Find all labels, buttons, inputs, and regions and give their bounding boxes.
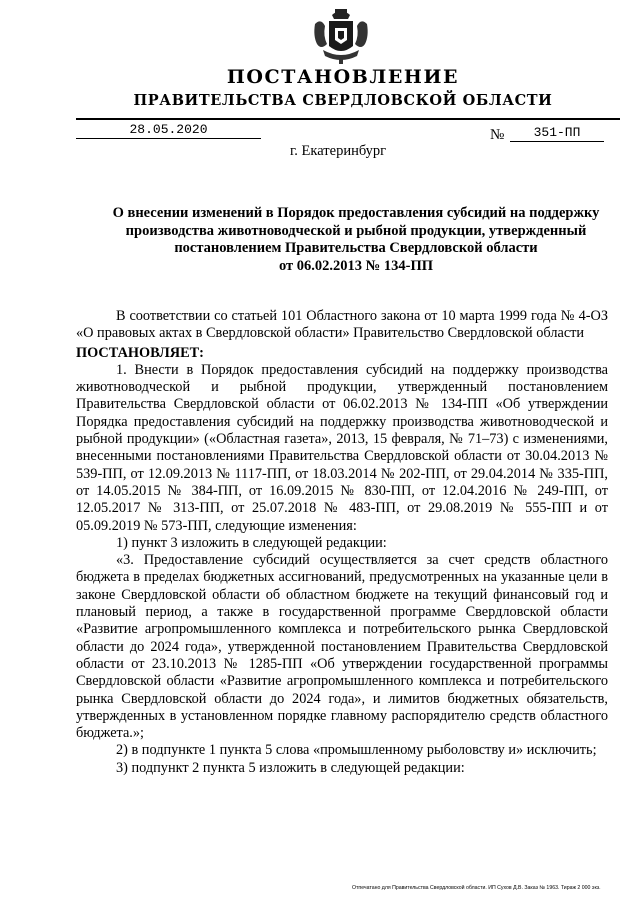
document-date: 28.05.2020 (76, 122, 261, 139)
document-body (76, 308, 608, 777)
heading-line: О внесении изменений в Порядок предоставления субсидий на поддержку (112, 205, 600, 221)
resolves-heading: ПОСТАНОВЛЯЕТ: (76, 344, 204, 361)
heading-line: постановлением Правительства Свердловской области (174, 240, 538, 256)
issuing-authority: ПРАВИТЕЛЬСТВА СВЕРДЛОВСКОЙ ОБЛАСТИ (133, 92, 553, 109)
issue-city: г. Екатеринбург (290, 143, 387, 159)
subclause-3-paragraph: 3) подпункт 2 пункта 5 изложить в следующей редакции: (116, 759, 465, 776)
subclause-1-paragraph: 1) пункт 3 изложить в следующей редакции: (116, 534, 387, 551)
printer-imprint: Отпечатано для Правительства Свердловской области. ИП Сухов Д.В. Заказ № 1963. Тираж 2 000 экз. (352, 885, 601, 891)
quoted-clause-3-paragraph: «3. Предоставление субсидий осуществляется за счет средств областного бюджета в пределах бюджетных ассигнований, предусмотренных на указанные цели в законе Свердловской области об областном бюджете на текущий финансовый год и плановый период, а также в государственной программе Свердловской области «Развитие агропромышленного комплекса и потребительского рынка Свердловской области до 2024 года», утвержденной постановлением Правительства Свердловской области от 23.10.2013 № 1285-ПП «Об утверждении государственной программы Свердловской области «Развитие агропромышленного комплекса и потребительского рынка Свердловской области до 2024 года», и лимитов бюджетных обязательств, утвержденных в установленном порядке главному распорядителю средств областного бюджета.»; (76, 552, 608, 742)
subclause-2-paragraph: 2) в подпункте 1 пункта 5 слова «промышленному рыболовству и» исключить; (116, 742, 597, 759)
heading-line: от 06.02.2013 № 134-ПП (278, 257, 433, 274)
document-heading (90, 205, 622, 275)
document-number: 351-ПП (510, 125, 604, 142)
preamble-paragraph: В соответствии со статьей 101 Областного закона от 10 марта 1999 года № 4-ОЗ «О правовых актах в Свердловской области» Правительство Свердловской области (76, 308, 608, 342)
clause-1-paragraph: 1. Внести в Порядок предоставления субсидий на поддержку производства животноводческой и рыбной продукции, утвержденный постановлением Правительства Свердловской области от 06.02.2013 № 134-ПП «Об утверждении Порядка предоставления субсидий на поддержку производства животноводческой и рыбной продукции» («Областная газета», 2013, 15 февраля, № 71–73) с изменениями, внесенными постановлениями Правительства Свердловской области от 30.04.2013 № 539-ПП, от 12.09.2013 № 1117-ПП, от 18.03.2014 № 202-ПП, от 29.04.2014 № 335-ПП, от 14.05.2015 № 384-ПП, от 16.09.2015 № 830-ПП, от 12.04.2016 № 249-ПП, от 12.05.2017 № 313-ПП, от 25.07.2018 № 483-ПП, от 29.08.2019 № 555-ПП и от 05.09.2019 № 573-ПП, следующие изменения: (76, 361, 608, 534)
header-divider (76, 118, 620, 120)
number-sign: № (490, 127, 505, 143)
coat-of-arms-emblem (301, 6, 381, 68)
heading-line: производства животноводческой и рыбной продукции, утвержденный (125, 222, 587, 239)
document-type-title: ПОСТАНОВЛЕНИЕ (226, 66, 460, 88)
